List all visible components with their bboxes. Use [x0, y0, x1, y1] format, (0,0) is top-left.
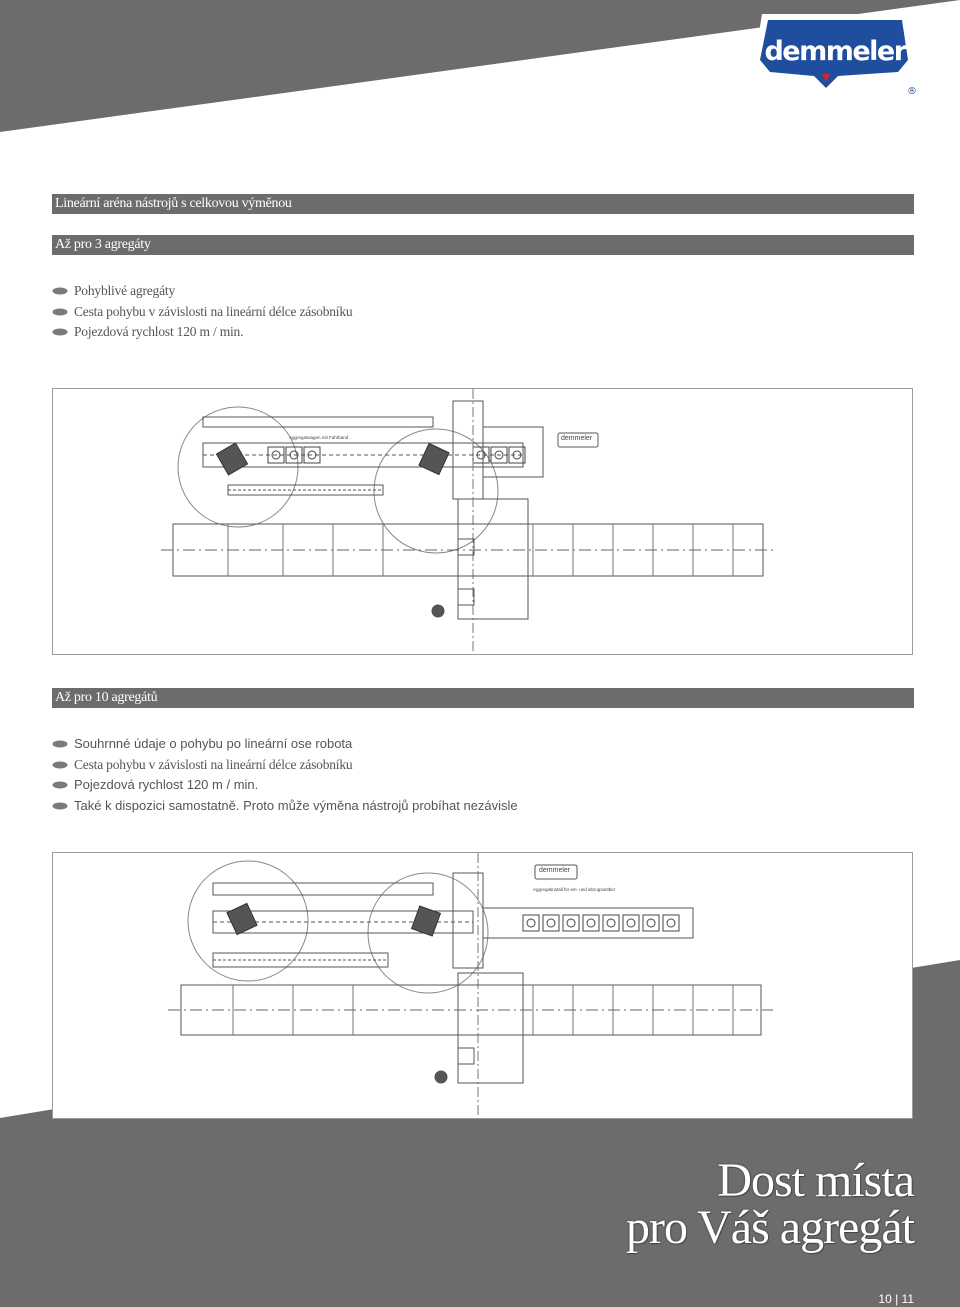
list-item [52, 796, 518, 817]
registered-mark: ® [907, 86, 917, 97]
drawing-label: Aggregatinstall für ein- und abzugsantber [533, 887, 616, 892]
variant-3-bullet-list [52, 281, 352, 343]
bullet-icon [52, 802, 68, 810]
list-item [52, 775, 518, 796]
demmeler-logo [752, 14, 918, 98]
logo-text: demmeler [764, 36, 906, 67]
list-item [52, 302, 352, 323]
slogan-line-2: pro Váš agregát [626, 1201, 914, 1254]
bullet-icon [52, 328, 68, 336]
technical-drawing-10-aggregates [52, 852, 913, 1119]
bullet-text: Souhrnné údaje o pohybu po lineární ose robota [74, 736, 353, 751]
technical-drawing-3-aggregates [52, 388, 913, 655]
drawing-logo-label: demmeler [561, 435, 593, 442]
variant-3-heading: Až pro 3 agregáty [52, 235, 914, 255]
bullet-text: Pohyblivé agregáty [74, 283, 175, 298]
variant-10-bullet-list [52, 734, 518, 816]
page-numbers: 10 | 11 [878, 1292, 914, 1306]
drawing-logo-label: demmeler [539, 867, 571, 874]
bullet-text: Pojezdová rychlost 120 m / min. [74, 777, 259, 792]
bullet-icon [52, 740, 68, 748]
list-item [52, 734, 518, 755]
bullet-icon [52, 761, 68, 769]
list-item [52, 322, 352, 343]
bullet-icon [52, 287, 68, 295]
bullet-icon [52, 308, 68, 316]
bullet-text: Pojezdová rychlost 120 m / min. [74, 324, 244, 339]
section-heading-bar: Lineární aréna nástrojů s celkovou výměnou [52, 194, 914, 214]
slogan-line-1: Dost místa [717, 1154, 914, 1207]
bullet-text: Cesta pohybu v závislosti na lineární délce zásobníku [74, 756, 353, 772]
bullet-text: Cesta pohybu v závislosti na lineární délce zásobníku [74, 303, 353, 319]
bullet-icon [52, 781, 68, 789]
list-item [52, 755, 518, 776]
list-item [52, 281, 352, 302]
variant-10-heading: Až pro 10 agregátů [52, 688, 914, 708]
bullet-text: Také k dispozici samostatně. Proto může výměna nástrojů probíhat nezávisle [74, 797, 518, 813]
drawing-label: Aggregatwagen mit Fahrband [289, 435, 349, 440]
